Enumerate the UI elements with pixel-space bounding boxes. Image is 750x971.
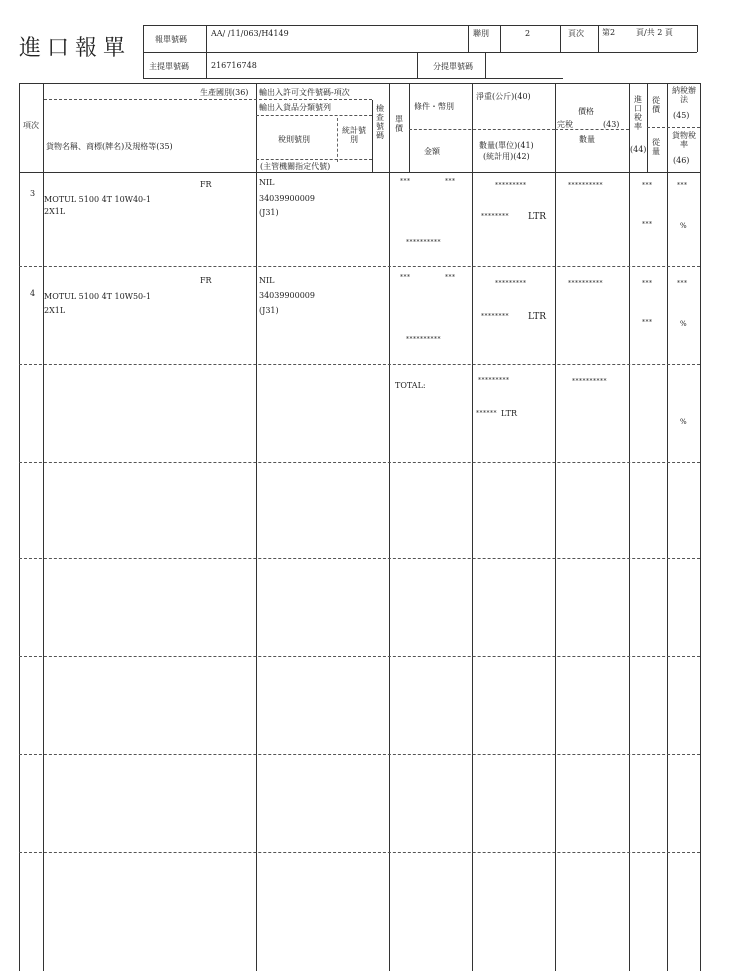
col-tax-method: 納稅辦法 (672, 86, 696, 104)
col-terms-currency: 條件・幣別 (414, 102, 454, 111)
row-separator (19, 266, 700, 267)
declaration-no: AA/ /11/063/H4149 (211, 29, 289, 38)
col-line (43, 83, 44, 971)
item-rate-2: *** (642, 319, 653, 326)
joint-label: 聯別 (473, 29, 489, 38)
total-price: ********** (572, 378, 607, 385)
col-46: (46) (673, 156, 690, 165)
item-spec: 2X1L (44, 207, 66, 216)
col-goods-desc: 貨物名稱、商標(牌名)及規格等(35) (46, 142, 173, 151)
item-agency: (J31) (259, 208, 279, 217)
col-goods-class: 輸出入貨品分類號列 (259, 103, 331, 112)
page-total: 頁/共 2 頁 (636, 28, 673, 37)
header-divider (500, 25, 501, 52)
item-unit-price: *** (400, 178, 411, 185)
header-divider (598, 25, 599, 52)
col-subline (409, 83, 410, 172)
col-inspection: 檢查號碼 (376, 104, 384, 140)
item-price: ********** (568, 182, 603, 189)
col-quantity-unit: 數量(單位)(41) (479, 141, 534, 150)
item-qty: ******** (481, 313, 509, 320)
header-top-line (143, 25, 697, 26)
item-method: *** (677, 182, 688, 189)
col-line (19, 83, 20, 971)
item-net-weight: ********* (495, 280, 527, 287)
declaration-no-label: 報單號碼 (155, 35, 187, 44)
col-line (472, 83, 473, 971)
col-line (256, 83, 257, 971)
col-line (555, 83, 556, 971)
col-permit: 輸出入許可文件號碼-項次 (259, 88, 350, 97)
page-label: 頁次 (568, 29, 584, 38)
item-name: MOTUL 5100 4T 10W40-1 (44, 195, 151, 204)
header-subline (256, 159, 372, 160)
header-divider (468, 25, 469, 52)
col-duty-paid: 完稅 (557, 120, 573, 129)
col-item-no: 項次 (23, 121, 39, 130)
row-separator (19, 852, 700, 853)
col-quantity: 數量 (579, 135, 595, 144)
col-43: (43) (603, 120, 620, 129)
item-tariff: 34039900009 (259, 194, 315, 203)
col-import-tax-rate: 進口稅率 (634, 95, 642, 131)
total-goods-rate: % (680, 418, 687, 426)
header-bottom-line (143, 78, 563, 79)
header-divider (417, 52, 418, 78)
header-subline (256, 115, 372, 116)
header-divider (560, 25, 561, 52)
item-net-weight: ********* (495, 182, 527, 189)
item-name: MOTUL 5100 4T 10W50-1 (44, 292, 151, 301)
row-separator (19, 656, 700, 657)
total-label: TOTAL: (395, 381, 426, 390)
table-header-bottom-line (19, 172, 700, 173)
col-net-weight: 淨重(公斤)(40) (476, 92, 531, 101)
col-amount: 金額 (424, 147, 440, 156)
master-bl: 216716748 (211, 61, 257, 70)
col-line (629, 83, 630, 971)
col-line (667, 83, 668, 971)
joint-value: 2 (525, 29, 531, 38)
row-separator (19, 462, 700, 463)
header-subline (555, 129, 629, 130)
item-origin: FR (200, 180, 212, 189)
item-spec: 2X1L (44, 306, 66, 315)
col-unit-price: 單價 (395, 115, 403, 133)
col-subline (337, 118, 338, 162)
header-left-border (143, 25, 144, 78)
page-current: 第2 (602, 28, 616, 37)
header-mid-line (143, 52, 697, 53)
col-45: (45) (673, 111, 690, 120)
total-net-weight: ********* (478, 377, 510, 384)
house-bl-label: 分提單號碼 (433, 62, 473, 71)
col-44: (44) (630, 145, 647, 154)
col-goods-tax-rate: 貨物稅率 (672, 131, 696, 149)
row-separator (19, 754, 700, 755)
item-origin: FR (200, 276, 212, 285)
row-separator (19, 364, 700, 365)
item-terms: *** (445, 178, 456, 185)
item-goods-rate: % (680, 320, 687, 328)
header-divider (697, 25, 698, 52)
item-unit: LTR (528, 212, 547, 222)
table-top-line (19, 83, 700, 84)
col-specific: 從量 (652, 138, 660, 156)
item-rate-2: *** (642, 221, 653, 228)
item-unit: LTR (528, 312, 547, 322)
item-rate: *** (642, 182, 653, 189)
header-subline (44, 99, 372, 100)
page-title: 進口報單 (19, 36, 132, 61)
item-price: ********** (568, 280, 603, 287)
col-stat-no: 統計號別 (342, 126, 366, 144)
col-agency-code: (主管機關指定代號) (260, 162, 331, 171)
col-price: 價格 (578, 107, 594, 116)
header-divider (206, 25, 207, 78)
item-no: 3 (30, 189, 36, 198)
col-subline (372, 100, 373, 172)
item-tariff: 34039900009 (259, 291, 315, 300)
col-line (389, 83, 390, 971)
item-terms: *** (445, 274, 456, 281)
col-stat-unit: (統計用)(42) (483, 152, 530, 161)
master-bl-label: 主提單號碼 (149, 62, 189, 71)
item-unit-price: *** (400, 274, 411, 281)
total-qty: ****** (476, 410, 497, 417)
item-amount: ********** (406, 336, 441, 343)
col-origin: 生產國別(36) (200, 88, 249, 97)
col-ad-valorem: 從價 (652, 96, 660, 114)
item-no: 4 (30, 289, 36, 298)
col-tariff-no: 稅則號別 (278, 135, 310, 144)
item-amount: ********** (406, 239, 441, 246)
item-qty: ******** (481, 213, 509, 220)
item-agency: (J31) (259, 306, 279, 315)
header-divider (485, 52, 486, 78)
item-permit: NIL (259, 276, 275, 285)
item-goods-rate: % (680, 222, 687, 230)
item-method: *** (677, 280, 688, 287)
item-permit: NIL (259, 178, 275, 187)
header-subline (409, 129, 555, 130)
item-rate: *** (642, 280, 653, 287)
col-line (700, 83, 701, 971)
row-separator (19, 558, 700, 559)
header-subline (647, 127, 700, 128)
total-unit: LTR (501, 409, 518, 418)
